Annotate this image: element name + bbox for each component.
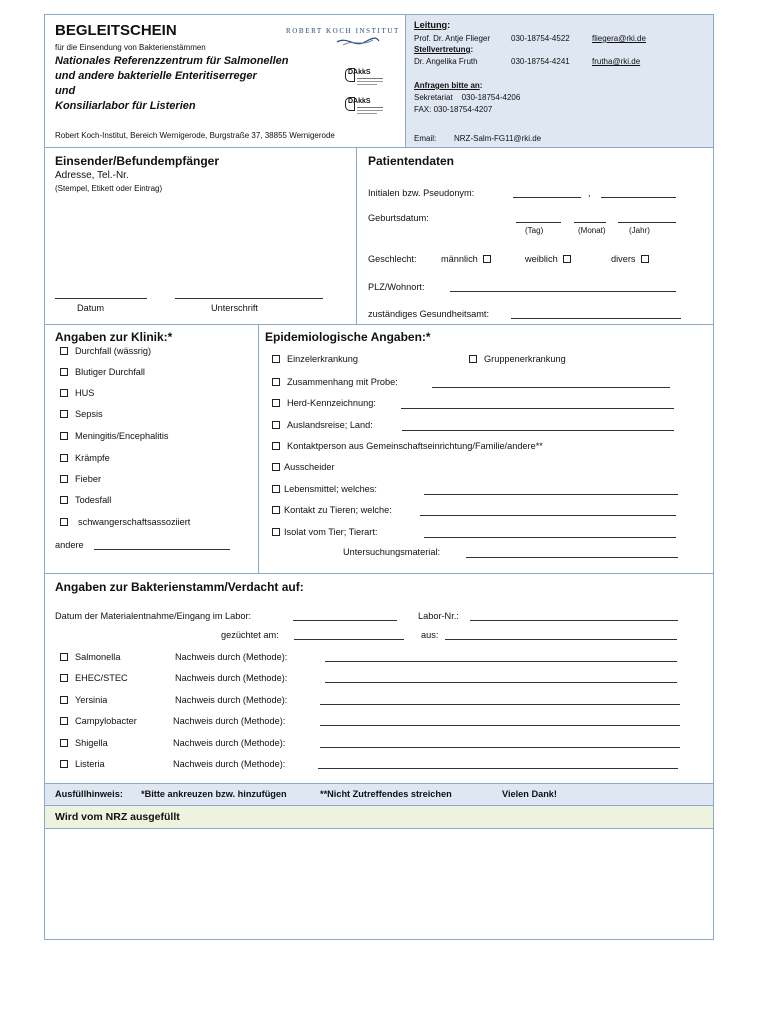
year-label: (Jahr) <box>629 226 650 235</box>
plz-field[interactable] <box>450 291 676 292</box>
epi-shedder-label: Ausscheider <box>284 462 335 472</box>
cultured-field[interactable] <box>294 639 404 640</box>
rki-logo-swirl-icon <box>335 36 381 48</box>
epi-single-label: Einzelerkrankung <box>287 354 358 364</box>
from-label: aus: <box>421 630 439 640</box>
leitung-phone: 030-18754-4522 <box>511 34 570 43</box>
clinic-checkbox[interactable] <box>60 347 68 355</box>
clinic-checkbox[interactable] <box>60 518 68 526</box>
sex-diverse-checkbox[interactable] <box>641 255 649 263</box>
strain-date-field[interactable] <box>293 620 397 621</box>
epi-herd-label: Herd-Kennzeichnung: <box>287 398 376 408</box>
leitung-label: Leitung <box>414 20 448 30</box>
epi-herd-field[interactable] <box>401 408 674 409</box>
organism-checkbox[interactable] <box>60 653 68 661</box>
epi-travel-checkbox[interactable] <box>272 421 280 429</box>
health-office-label: zuständiges Gesundheitsamt: <box>368 309 490 319</box>
leitung-email-link[interactable]: fliegera@rki.de <box>592 34 646 43</box>
clinic-item: Meningitis/Encephalitis <box>60 431 168 441</box>
sex-diverse-label: divers <box>611 254 636 264</box>
sex-female-checkbox[interactable] <box>563 255 571 263</box>
fax-number: FAX: 030-18754-4207 <box>414 105 493 114</box>
labnr-label: Labor-Nr.: <box>418 611 459 621</box>
strain-date-label: Datum der Materialentnahme/Eingang im Labor: <box>55 611 252 621</box>
signature-line[interactable] <box>175 298 323 299</box>
nrz-area <box>45 829 713 939</box>
dakks-accreditation-icon: DAkkS <box>345 95 385 117</box>
epi-title: Epidemiologische Angaben:* <box>265 330 431 344</box>
method-label: Nachweis durch (Methode): <box>175 673 288 683</box>
epi-animals-checkbox[interactable] <box>272 506 280 514</box>
epi-herd-checkbox[interactable] <box>272 399 280 407</box>
epi-isolate-checkbox[interactable] <box>272 528 280 536</box>
thanks-text: Vielen Dank! <box>502 789 557 799</box>
method-label: Nachweis durch (Methode): <box>173 716 286 726</box>
clinic-item: HUS <box>60 388 94 398</box>
method-field[interactable] <box>320 704 680 705</box>
email-label: Email: <box>414 134 437 143</box>
method-field[interactable] <box>325 661 677 662</box>
initials-separator: , <box>588 188 591 198</box>
day-label: (Tag) <box>525 226 544 235</box>
initials-field-1[interactable] <box>513 197 581 198</box>
clinic-other-label: andere <box>55 540 84 550</box>
clinic-title: Angaben zur Klinik:* <box>55 330 173 344</box>
form-subtitle: für die Einsendung von Bakterienstämmen <box>55 43 206 52</box>
organism-item: Shigella <box>60 738 108 748</box>
anfragen-label: Anfragen bitte an <box>414 81 480 90</box>
clinic-item: Krämpfe <box>60 453 110 463</box>
epi-probe-label: Zusammenhang mit Probe: <box>287 377 398 387</box>
center-line-1: Nationales Referenzzentrum für Salmonellen <box>55 55 289 67</box>
clinic-item: Durchfall (wässrig) <box>60 346 151 356</box>
organism-checkbox[interactable] <box>60 717 68 725</box>
epi-food-label: Lebensmittel; welches: <box>284 484 377 494</box>
epi-isolate-label: Isolat vom Tier; Tierart: <box>284 527 378 537</box>
method-field[interactable] <box>325 682 677 683</box>
plz-label: PLZ/Wohnort: <box>368 282 425 292</box>
epi-animals-field[interactable] <box>420 515 676 516</box>
epi-group-label: Gruppenerkrankung <box>484 354 566 364</box>
method-label: Nachweis durch (Methode): <box>173 738 286 748</box>
organism-checkbox[interactable] <box>60 674 68 682</box>
clinic-item: Sepsis <box>60 409 103 419</box>
organism-item: Listeria <box>60 759 105 769</box>
form-title: BEGLEITSCHEIN <box>55 22 177 39</box>
stellvertretung-phone: 030-18754-4241 <box>511 57 570 66</box>
epi-material-label: Untersuchungsmaterial: <box>343 547 441 557</box>
center-line-3: und <box>55 85 76 97</box>
health-office-field[interactable] <box>511 318 681 319</box>
hint-label: Ausfüllhinweis: <box>55 789 123 799</box>
from-field[interactable] <box>445 639 677 640</box>
organism-item: Yersinia <box>60 695 107 705</box>
epi-shedder-checkbox[interactable] <box>272 463 280 471</box>
clinic-item: schwangerschaftsassoziiert <box>60 517 190 527</box>
clinic-item: Blutiger Durchfall <box>60 367 145 377</box>
clinic-checkbox[interactable] <box>60 496 68 504</box>
birth-year-field[interactable] <box>618 222 676 223</box>
sex-label: Geschlecht: <box>368 254 417 264</box>
labnr-field[interactable] <box>470 620 678 621</box>
sex-male-label: männlich <box>441 254 478 264</box>
patient-title: Patientendaten <box>368 154 455 168</box>
initials-label: Initialen bzw. Pseudonym: <box>368 188 475 198</box>
clinic-checkbox[interactable] <box>60 389 68 397</box>
clinic-checkbox[interactable] <box>60 368 68 376</box>
epi-food-checkbox[interactable] <box>272 485 280 493</box>
method-field[interactable] <box>320 747 680 748</box>
clinic-item: Todesfall <box>60 495 111 505</box>
birth-day-field[interactable] <box>516 222 561 223</box>
clinic-checkbox[interactable] <box>60 475 68 483</box>
rki-logo: ROBERT KOCH INSTITUT <box>286 27 400 35</box>
epi-material-field[interactable] <box>466 557 678 558</box>
dakks-accreditation-icon: DAkkS <box>345 66 385 88</box>
clinic-item: Fieber <box>60 474 101 484</box>
leitung-name: Prof. Dr. Antje Flieger <box>414 34 491 43</box>
epi-food-field[interactable] <box>424 494 678 495</box>
epi-probe-checkbox[interactable] <box>272 378 280 386</box>
organism-checkbox[interactable] <box>60 760 68 768</box>
organism-item: Salmonella <box>60 652 120 662</box>
epi-group-checkbox[interactable] <box>469 355 477 363</box>
epi-travel-field[interactable] <box>402 430 674 431</box>
clinic-other-field[interactable] <box>94 549 230 550</box>
clinic-checkbox[interactable] <box>60 410 68 418</box>
organism-item: EHEC/STEC <box>60 673 128 683</box>
sender-address-label: Adresse, Tel.-Nr. <box>55 170 129 181</box>
nrz-label: Wird vom NRZ ausgefüllt <box>55 811 180 823</box>
stellvertretung-label: Stellvertretung <box>414 45 471 54</box>
clinic-checkbox[interactable] <box>60 454 68 462</box>
sender-address-field[interactable] <box>55 196 345 292</box>
epi-contact-label: Kontaktperson aus Gemeinschaftseinrichtung/Familie/andere** <box>287 441 543 451</box>
organism-checkbox[interactable] <box>60 696 68 704</box>
date-line[interactable] <box>55 298 147 299</box>
sekretariat-phone: Sekretariat 030-18754-4206 <box>414 93 521 102</box>
epi-travel-label: Auslandsreise; Land: <box>287 420 373 430</box>
sender-title: Einsender/Befundempfänger <box>55 154 220 168</box>
cultured-label: gezüchtet am: <box>221 630 279 640</box>
sender-stamp-hint: (Stempel, Etikett oder Eintrag) <box>55 184 163 193</box>
stellvertretung-name: Dr. Angelika Fruth <box>414 57 478 66</box>
method-label: Nachweis durch (Methode): <box>175 652 288 662</box>
birth-month-field[interactable] <box>574 222 606 223</box>
hint-1: *Bitte ankreuzen bzw. hinzufügen <box>141 789 287 799</box>
epi-animals-label: Kontakt zu Tieren; welche: <box>284 505 392 515</box>
birthdate-label: Geburtsdatum: <box>368 213 429 223</box>
clinic-checkbox[interactable] <box>60 432 68 440</box>
sex-male-checkbox[interactable] <box>483 255 491 263</box>
date-label: Datum <box>77 303 105 313</box>
method-label: Nachweis durch (Methode): <box>173 759 286 769</box>
initials-field-2[interactable] <box>601 197 676 198</box>
epi-contact-checkbox[interactable] <box>272 442 280 450</box>
institute-address: Robert Koch-Institut, Bereich Wernigerode, Burgstraße 37, 38855 Wernigerode <box>55 131 335 140</box>
epi-isolate-field[interactable] <box>424 537 676 538</box>
nrz-email: NRZ-Salm-FG11@rki.de <box>454 134 542 143</box>
epi-single-checkbox[interactable] <box>272 355 280 363</box>
organism-checkbox[interactable] <box>60 739 68 747</box>
method-field[interactable] <box>320 725 680 726</box>
month-label: (Monat) <box>578 226 606 235</box>
sex-female-label: weiblich <box>525 254 558 264</box>
signature-label: Unterschrift <box>211 303 258 313</box>
strain-title: Angaben zur Bakterienstamm/Verdacht auf: <box>55 580 304 594</box>
method-label: Nachweis durch (Methode): <box>175 695 288 705</box>
method-field[interactable] <box>318 768 678 769</box>
stellvertretung-email-link[interactable]: frutha@rki.de <box>592 57 641 66</box>
epi-probe-field[interactable] <box>432 387 670 388</box>
center-line-2: und andere bakterielle Enteritiserreger <box>55 70 257 82</box>
hint-2: **Nicht Zutreffendes streichen <box>320 789 452 799</box>
organism-item: Campylobacter <box>60 716 137 726</box>
center-line-4: Konsiliarlabor für Listerien <box>55 100 196 112</box>
